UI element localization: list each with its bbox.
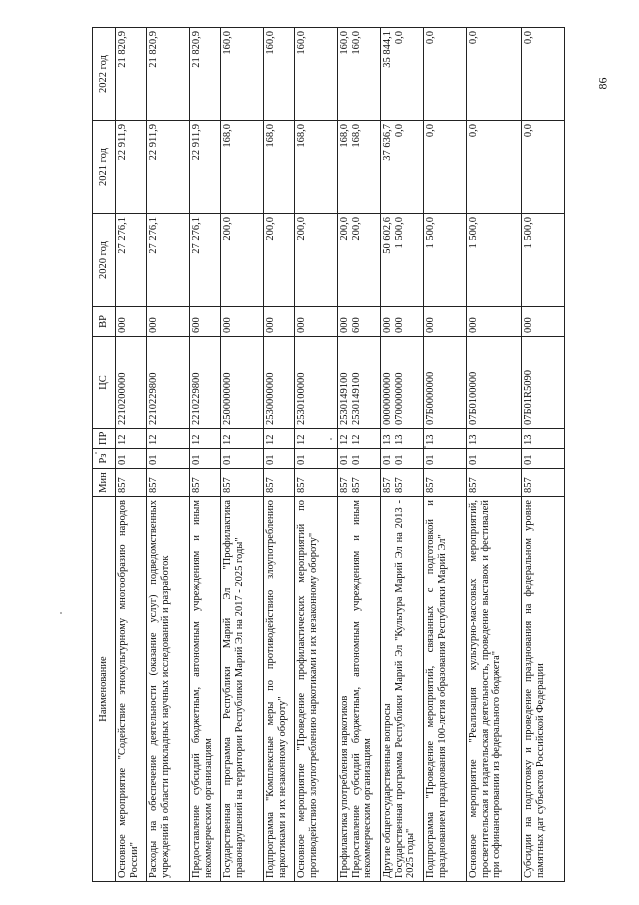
row-pr: 13 bbox=[467, 429, 522, 449]
row-min: 857 bbox=[221, 469, 264, 497]
row-pr: 13 bbox=[522, 429, 565, 449]
row-rz: 01 bbox=[116, 449, 147, 469]
row-2022: 21 820,9 bbox=[147, 28, 190, 121]
row-min-merged bbox=[338, 469, 381, 497]
row-2021: 22 911,9 bbox=[190, 121, 221, 214]
row-2021: 168,0 bbox=[264, 121, 295, 214]
row-cs: 0000000000 bbox=[382, 372, 393, 425]
row-2020-merged bbox=[338, 214, 381, 307]
row-vr: 000 bbox=[393, 317, 405, 333]
row-2020: 200,0 bbox=[350, 217, 362, 241]
scan-speck bbox=[60, 612, 62, 614]
row-vr: 000 bbox=[424, 307, 467, 337]
row-rz: 01 bbox=[221, 449, 264, 469]
row-cs: 2500000000 bbox=[221, 337, 264, 429]
row-vr: 600 bbox=[350, 317, 362, 333]
row-pr: 13 bbox=[382, 434, 393, 445]
row-2020: 1 500,0 bbox=[522, 214, 565, 307]
row-2022: 0,0 bbox=[393, 31, 405, 45]
row-cs: 07Б0000000 bbox=[424, 337, 467, 429]
row-rz: 01 bbox=[339, 454, 350, 465]
header-cs: ЦС bbox=[93, 337, 116, 429]
row-rz: 01 bbox=[295, 449, 338, 469]
row-min: 857 bbox=[116, 469, 147, 497]
row-vr: 000 bbox=[522, 307, 565, 337]
row-cs: 2210229800 bbox=[147, 337, 190, 429]
row-2022: 160,0 bbox=[350, 31, 362, 55]
row-pr: 12 bbox=[116, 429, 147, 449]
row-pr: 12 bbox=[339, 434, 350, 445]
row-min: 857 bbox=[522, 469, 565, 497]
row-cs: 0700000000 bbox=[393, 372, 405, 425]
row-rz: 01 bbox=[190, 449, 221, 469]
header-name: Наименование bbox=[93, 497, 116, 882]
row-2022: 160,0 bbox=[339, 31, 350, 55]
table-row bbox=[147, 28, 190, 882]
row-2021: 168,0 bbox=[339, 124, 350, 148]
row-2020-merged bbox=[381, 214, 424, 307]
row-vr-merged bbox=[381, 307, 424, 337]
row-2021-merged bbox=[338, 121, 381, 214]
row-pr: 13 bbox=[424, 429, 467, 449]
table-row bbox=[424, 28, 467, 882]
row-vr: 000 bbox=[339, 317, 350, 333]
table-row-merged bbox=[381, 28, 424, 882]
row-name: Подпрограмма "Проведение мероприятий, связанных с подготовкой и празднованием празднования 100-летия образования Республики Марий Эл" bbox=[424, 497, 467, 882]
row-min: 857 bbox=[295, 469, 338, 497]
row-min-merged bbox=[381, 469, 424, 497]
row-pr: 12 bbox=[190, 429, 221, 449]
row-2020: 27 276,1 bbox=[190, 214, 221, 307]
row-min: 857 bbox=[393, 477, 405, 493]
row-name: Субсидии на подготовку и проведение празднования на федеральном уровне памятных дат субъектов Российской Федерации bbox=[522, 497, 565, 882]
header-2021: 2021 год bbox=[93, 121, 116, 214]
row-rz: 01 bbox=[350, 454, 362, 465]
row-pr-merged bbox=[381, 429, 424, 449]
row-min: 857 bbox=[339, 477, 350, 493]
row-2021: 0,0 bbox=[522, 121, 565, 214]
table-row bbox=[295, 28, 338, 882]
table-row-merged bbox=[338, 28, 381, 882]
row-2020: 27 276,1 bbox=[147, 214, 190, 307]
table-row bbox=[116, 28, 147, 882]
row-vr: 000 bbox=[116, 307, 147, 337]
row-name-merged bbox=[381, 497, 424, 882]
row-2020: 200,0 bbox=[295, 214, 338, 307]
row-vr: 000 bbox=[295, 307, 338, 337]
row-min: 857 bbox=[350, 477, 362, 493]
row-2022: 35 844,1 bbox=[382, 31, 393, 68]
table-header-row bbox=[93, 28, 116, 882]
header-pr: ПР bbox=[93, 429, 116, 449]
row-min: 857 bbox=[424, 469, 467, 497]
row-pr: 12 bbox=[221, 429, 264, 449]
header-2020: 2020 год bbox=[93, 214, 116, 307]
row-name: Предоставление субсидий бюджетным, автономным учреждениям и иным некоммерческим организациям bbox=[190, 497, 221, 882]
row-cs: 2530149100 bbox=[339, 372, 350, 425]
rotated-table-wrapper bbox=[92, 27, 639, 882]
row-vr: 000 bbox=[467, 307, 522, 337]
row-2020: 27 276,1 bbox=[116, 214, 147, 307]
row-2020: 200,0 bbox=[221, 214, 264, 307]
row-pr-merged bbox=[338, 429, 381, 449]
page-number: 86 bbox=[595, 77, 610, 90]
row-cs: 2210229800 bbox=[190, 337, 221, 429]
row-pr: 12 bbox=[350, 434, 362, 445]
table-row bbox=[190, 28, 221, 882]
row-2022: 160,0 bbox=[295, 28, 338, 121]
row-pr: 12 bbox=[147, 429, 190, 449]
row-2021: 0,0 bbox=[467, 121, 522, 214]
row-vr: 000 bbox=[264, 307, 295, 337]
row-vr: 000 bbox=[382, 317, 393, 333]
row-2020: 200,0 bbox=[264, 214, 295, 307]
row-2022: 21 820,9 bbox=[190, 28, 221, 121]
row-2021-merged bbox=[381, 121, 424, 214]
row-pr: 12 bbox=[295, 429, 338, 449]
row-cs-merged bbox=[381, 337, 424, 429]
row-rz: 01 bbox=[382, 454, 393, 465]
row-rz: 01 bbox=[424, 449, 467, 469]
row-2020: 50 602,6 bbox=[382, 217, 393, 254]
row-name-line: Профилактика употребления наркотиков bbox=[339, 695, 350, 878]
row-rz: 01 bbox=[522, 449, 565, 469]
row-2020: 1 500,0 bbox=[393, 217, 405, 249]
row-2021: 0,0 bbox=[393, 124, 405, 138]
row-cs: 2210200000 bbox=[116, 337, 147, 429]
row-2020: 1 500,0 bbox=[424, 214, 467, 307]
row-2022: 0,0 bbox=[424, 28, 467, 121]
row-2022: 0,0 bbox=[467, 28, 522, 121]
row-2022: 160,0 bbox=[221, 28, 264, 121]
row-name-line: Предоставление субсидий бюджетным, автономным учреждениям и иным некоммерческим организациям bbox=[350, 500, 373, 878]
row-name: Государственная программа Республики Марий Эл "Профилактика правонарушений на территории Республики Марий Эл на 2017 - 2025 годы" bbox=[221, 497, 264, 882]
row-name: Основное мероприятие "Содействие этнокультурному многообразию народов России" bbox=[116, 497, 147, 882]
row-pr: 12 bbox=[264, 429, 295, 449]
row-2021: 168,0 bbox=[350, 124, 362, 148]
row-cs-merged bbox=[338, 337, 381, 429]
row-2021: 22 911,9 bbox=[147, 121, 190, 214]
row-vr: 000 bbox=[221, 307, 264, 337]
row-cs: 2530149100 bbox=[350, 372, 362, 425]
row-name: Расходы на обеспечение деятельности (оказание услуг) подведомственных учреждений в области прикладных научных исследований и разработок bbox=[147, 497, 190, 882]
row-min: 857 bbox=[264, 469, 295, 497]
row-min: 857 bbox=[147, 469, 190, 497]
row-2021: 37 636,7 bbox=[382, 124, 393, 161]
row-pr: 13 bbox=[393, 434, 405, 445]
row-rz: 01 bbox=[264, 449, 295, 469]
header-rz: Рз bbox=[93, 449, 116, 469]
table-row bbox=[467, 28, 522, 882]
row-rz-merged bbox=[338, 449, 381, 469]
header-min: Мин bbox=[93, 469, 116, 497]
row-rz: 01 bbox=[147, 449, 190, 469]
row-name-line: Другие общегосударственные вопросы bbox=[382, 703, 393, 878]
row-2020: 200,0 bbox=[339, 217, 350, 241]
row-rz-merged bbox=[381, 449, 424, 469]
row-cs: 2530100000 bbox=[295, 337, 338, 429]
row-2021: 0,0 bbox=[424, 121, 467, 214]
row-vr: 000 bbox=[147, 307, 190, 337]
row-name: Основное мероприятие "Проведение профилактических мероприятий по противодействию злоупотреблению наркотиками и их незаконному обороту" bbox=[295, 497, 338, 882]
row-min: 857 bbox=[467, 469, 522, 497]
row-2022: 0,0 bbox=[522, 28, 565, 121]
table-row bbox=[264, 28, 295, 882]
row-2021: 168,0 bbox=[295, 121, 338, 214]
row-name-line: Государственная программа Республики Марий Эл "Культура Марий Эл на 2013 - 2025 годы" bbox=[393, 500, 416, 878]
row-2022-merged bbox=[338, 28, 381, 121]
row-cs: 2530000000 bbox=[264, 337, 295, 429]
row-2022: 160,0 bbox=[264, 28, 295, 121]
row-rz: 01 bbox=[467, 449, 522, 469]
row-2020: 1 500,0 bbox=[467, 214, 522, 307]
header-2022: 2022 год bbox=[93, 28, 116, 121]
row-min: 857 bbox=[190, 469, 221, 497]
row-name: Подпрограмма "Комплексные меры по противодействию злоупотреблению наркотиками и их незаконному обороту" bbox=[264, 497, 295, 882]
row-cs: 07Б01R5090 bbox=[522, 337, 565, 429]
row-2022-merged bbox=[381, 28, 424, 121]
row-cs: 07Б0100000 bbox=[467, 337, 522, 429]
row-name: Основное мероприятие "Реализация культурно-массовых мероприятий, просветительская и издательская деятельность, проведение выставок и фестивалей при софинансировании из федерального бюджета" bbox=[467, 497, 522, 882]
row-min: 857 bbox=[382, 477, 393, 493]
row-vr: 600 bbox=[190, 307, 221, 337]
budget-table bbox=[92, 27, 565, 882]
row-2021: 22 911,9 bbox=[116, 121, 147, 214]
table-row bbox=[522, 28, 565, 882]
row-name-merged bbox=[338, 497, 381, 882]
row-2021: 168,0 bbox=[221, 121, 264, 214]
table-row bbox=[221, 28, 264, 882]
header-vr: ВР bbox=[93, 307, 116, 337]
row-2022: 21 820,9 bbox=[116, 28, 147, 121]
row-rz: 01 bbox=[393, 454, 405, 465]
row-vr-merged bbox=[338, 307, 381, 337]
